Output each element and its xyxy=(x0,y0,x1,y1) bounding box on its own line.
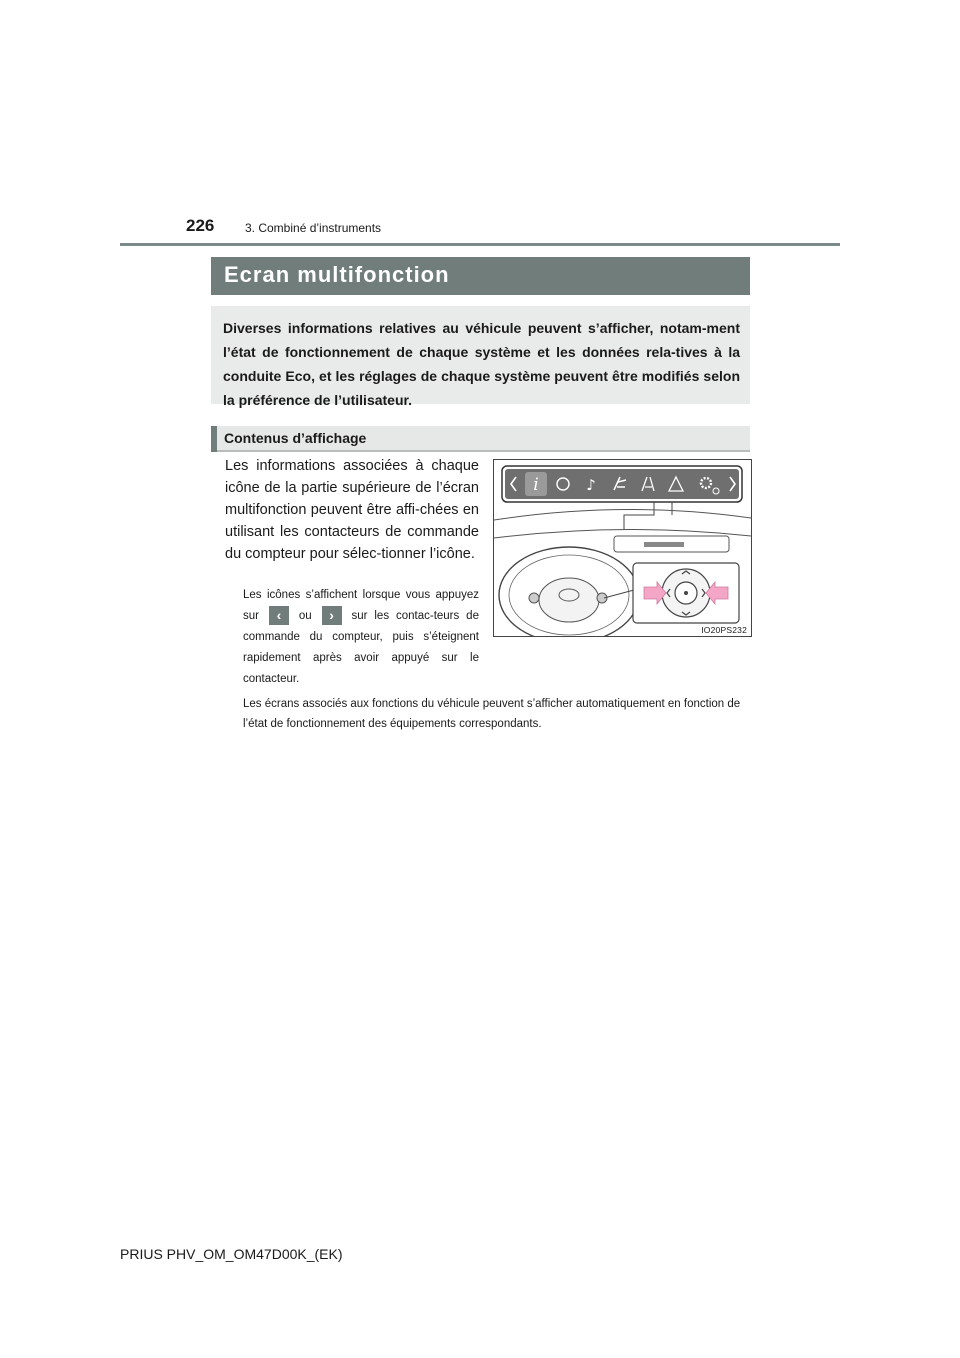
audio-icon: ♪ xyxy=(586,476,596,494)
dashboard-line xyxy=(494,509,751,520)
illustration-svg xyxy=(494,460,751,636)
note-text-part3: sur les contac-teurs de commande du compteur, puis s’éteignent rapidement après avoir appuyé sur le contacteur. xyxy=(243,610,479,685)
meter-screen xyxy=(644,542,684,547)
steering-display-illustration xyxy=(493,459,752,637)
intro-box xyxy=(211,306,750,408)
note-icons xyxy=(243,585,479,690)
header-divider xyxy=(120,243,840,246)
note-text-part1: Les icônes s’affichent lorsque vous appuyez sur xyxy=(243,589,479,622)
body-paragraph: Les informations associées à chaque icône de la partie supérieure de l’écran multifonction peuvent être affi-chées en utilisant les contacteurs de commande du compteur pour sélec-tionner l’icône. xyxy=(225,458,479,562)
subheading: Contenus d’affichage xyxy=(224,430,367,446)
chevron-left-icon: ‹ xyxy=(269,606,289,625)
chevron-right-icon: › xyxy=(322,606,342,625)
page-title: Ecran multifonction xyxy=(224,262,450,287)
illustration-code: IO20PS232 xyxy=(701,625,747,635)
section-title: 3. Combiné d’instruments xyxy=(245,221,382,235)
info-icon: i xyxy=(533,475,539,495)
note-auto-display: Les écrans associés aux fonctions du véhicule peuvent s’afficher automatiquement en fonction de l’état de fonctionnement des équipements correspondants. xyxy=(243,698,741,730)
callout-line xyxy=(624,502,654,530)
page-number: 226 xyxy=(186,216,215,235)
steering-wheel-hub xyxy=(539,578,599,622)
zoom-line xyxy=(604,590,634,598)
subheading-bar xyxy=(211,426,750,452)
footer-doc-id: PRIUS PHV_OM_OM47D00K_(EK) xyxy=(120,1246,343,1262)
left-spoke-switch xyxy=(529,593,539,603)
note-text-part2: ou xyxy=(298,610,312,622)
page-title-bar xyxy=(211,257,750,295)
ok-icon xyxy=(684,591,688,595)
intro-text: Diverses informations relatives au véhicule peuvent s’afficher, notam-ment l’état de fonctionnement de chaque système et les données rela-tives à la conduite Eco, et les réglages de chaque système peuvent être modifiés selon la préférence de l’utilisateur. xyxy=(223,320,740,408)
subheading-marker xyxy=(211,426,217,452)
